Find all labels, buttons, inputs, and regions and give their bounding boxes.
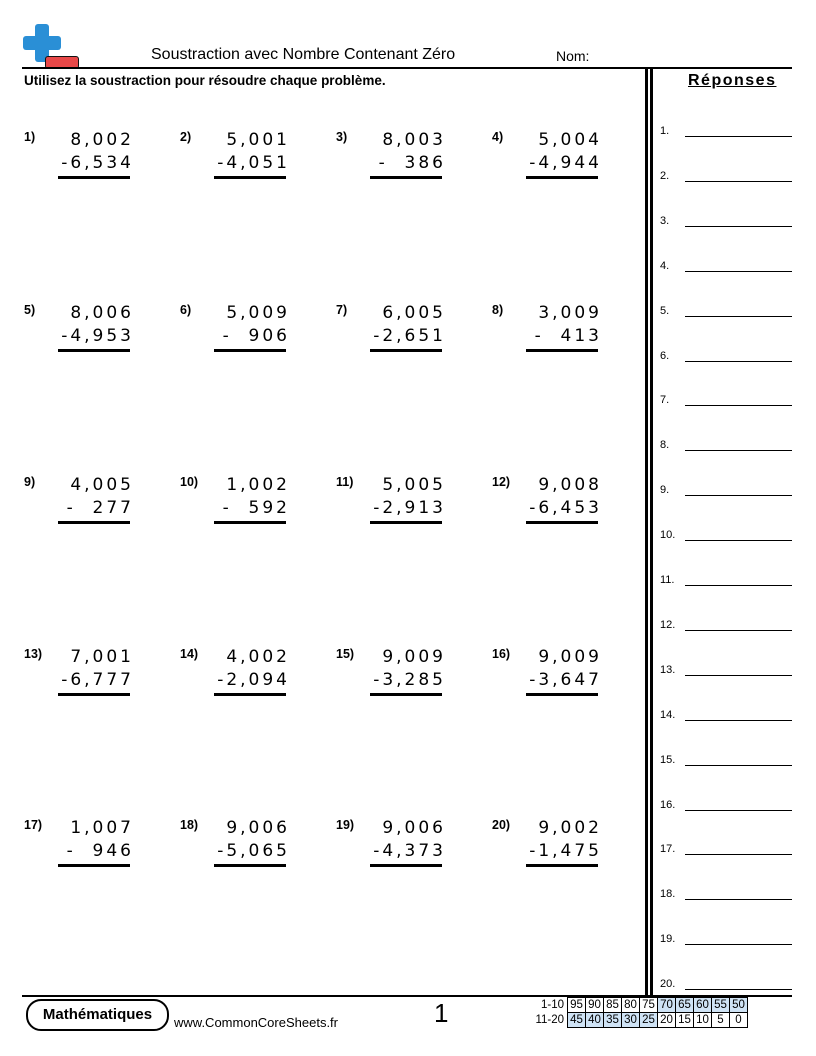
minuend: 6,005 bbox=[382, 303, 446, 323]
answer-number: 12. bbox=[660, 618, 676, 631]
problem-number: 2) bbox=[180, 130, 192, 144]
subtrahend: -6,777 bbox=[61, 670, 134, 690]
problem-number: 18) bbox=[180, 818, 199, 832]
subtrahend: -4,051 bbox=[217, 153, 290, 173]
answer-blank[interactable] bbox=[685, 765, 792, 766]
subtrahend: -6,534 bbox=[61, 153, 134, 173]
subtraction-problem bbox=[24, 303, 134, 363]
worksheet-title: Soustraction avec Nombre Contenant Zéro bbox=[151, 46, 456, 63]
subtrahend: -5,065 bbox=[217, 841, 290, 861]
answer-rule bbox=[370, 521, 442, 524]
answer-number: 4. bbox=[660, 259, 670, 272]
subtrahend: -2,094 bbox=[217, 670, 290, 690]
answer-row bbox=[660, 978, 792, 996]
answer-number: 3. bbox=[660, 214, 670, 227]
subtraction-problem bbox=[492, 475, 602, 535]
subtrahend: -4,373 bbox=[373, 841, 446, 861]
problem-number: 9) bbox=[24, 475, 36, 489]
subtrahend: - 592 bbox=[222, 498, 290, 518]
minuend: 5,004 bbox=[538, 130, 602, 150]
subtrahend: -4,953 bbox=[61, 326, 134, 346]
subtraction-problem bbox=[180, 475, 290, 535]
answer-number: 1. bbox=[660, 125, 670, 137]
score-cell: 90 bbox=[586, 998, 604, 1013]
subtrahend: -4,944 bbox=[529, 153, 602, 173]
subtraction-problem bbox=[336, 130, 446, 190]
answer-blank[interactable] bbox=[685, 989, 792, 990]
minuend: 9,006 bbox=[382, 818, 446, 838]
instructions: Utilisez la soustraction pour résoudre chaque problème. bbox=[24, 73, 386, 88]
answer-number: 13. bbox=[660, 663, 676, 676]
problem-number: 5) bbox=[24, 303, 36, 317]
answer-blank[interactable] bbox=[685, 450, 792, 451]
answer-blank[interactable] bbox=[685, 495, 792, 496]
answer-rule bbox=[526, 176, 598, 179]
minuend: 9,009 bbox=[538, 647, 602, 667]
answer-rule bbox=[214, 176, 286, 179]
answer-row bbox=[660, 170, 792, 188]
answer-row bbox=[660, 394, 792, 412]
brand-badge: Mathématiques bbox=[26, 999, 169, 1031]
answer-rule bbox=[214, 521, 286, 524]
problem-number: 12) bbox=[492, 475, 511, 489]
subtraction-problem bbox=[24, 130, 134, 190]
site-url: www.CommonCoreSheets.fr bbox=[174, 1015, 338, 1030]
answer-number: 7. bbox=[660, 394, 670, 407]
answer-rule bbox=[214, 693, 286, 696]
name-label: Nom: bbox=[556, 48, 590, 64]
minuend: 8,003 bbox=[382, 130, 446, 150]
answer-number: 20. bbox=[660, 978, 676, 991]
score-cell: 20 bbox=[658, 1013, 676, 1028]
answer-number: 11. bbox=[660, 574, 675, 586]
subtrahend: - 386 bbox=[378, 153, 446, 173]
subtrahend: - 946 bbox=[66, 841, 134, 861]
answer-row bbox=[660, 529, 792, 547]
subtraction-problem bbox=[492, 130, 602, 190]
answer-number: 10. bbox=[660, 529, 676, 542]
answer-row bbox=[660, 619, 792, 637]
problem-number: 4) bbox=[492, 130, 504, 144]
column-divider bbox=[645, 67, 648, 996]
problem-number: 13) bbox=[24, 647, 43, 661]
subtraction-problem bbox=[336, 818, 446, 878]
score-cell: 95 bbox=[568, 998, 586, 1013]
answer-number: 6. bbox=[660, 349, 670, 362]
minuend: 9,009 bbox=[382, 647, 446, 667]
subtrahend: -2,651 bbox=[373, 326, 446, 346]
answer-blank[interactable] bbox=[685, 675, 792, 676]
answer-blank[interactable] bbox=[685, 810, 792, 811]
score-cell: 25 bbox=[640, 1013, 658, 1028]
score-cell: 35 bbox=[604, 1013, 622, 1028]
subtraction-problem bbox=[24, 647, 134, 707]
answer-number: 19. bbox=[660, 933, 676, 946]
answer-number: 16. bbox=[660, 798, 676, 811]
subtrahend: -3,647 bbox=[529, 670, 602, 690]
subtraction-problem bbox=[24, 818, 134, 878]
answer-blank[interactable] bbox=[685, 316, 792, 317]
minuend: 9,008 bbox=[538, 475, 602, 495]
score-cell: 15 bbox=[676, 1013, 694, 1028]
answer-row bbox=[660, 933, 792, 951]
page-number: 1 bbox=[434, 998, 449, 1028]
minuend: 4,005 bbox=[70, 475, 134, 495]
subtraction-problem bbox=[180, 303, 290, 363]
header-divider bbox=[22, 67, 792, 69]
answer-row bbox=[660, 215, 792, 233]
problem-number: 19) bbox=[336, 818, 355, 832]
subtrahend: - 906 bbox=[222, 326, 290, 346]
subtraction-problem bbox=[336, 475, 446, 535]
score-cell: 5 bbox=[712, 1013, 730, 1028]
score-table bbox=[531, 997, 748, 1028]
minuend: 1,002 bbox=[226, 475, 290, 495]
score-range-label: 1-10 bbox=[540, 999, 564, 1011]
minuend: 7,001 bbox=[70, 647, 134, 667]
answer-rule bbox=[370, 693, 442, 696]
score-cell: 55 bbox=[712, 998, 730, 1013]
score-cell: 40 bbox=[586, 1013, 604, 1028]
answer-rule bbox=[58, 521, 130, 524]
problem-number: 1) bbox=[24, 130, 36, 144]
minuend: 5,001 bbox=[226, 130, 290, 150]
subtraction-problem bbox=[180, 130, 290, 190]
score-cell: 70 bbox=[658, 998, 676, 1013]
minuend: 8,002 bbox=[70, 130, 134, 150]
score-cell: 60 bbox=[694, 998, 712, 1013]
answer-row bbox=[660, 439, 792, 457]
answer-blank[interactable] bbox=[685, 854, 792, 855]
answer-row bbox=[660, 843, 792, 861]
answer-rule bbox=[58, 349, 130, 352]
answer-rule bbox=[214, 349, 286, 352]
subtrahend: -1,475 bbox=[529, 841, 602, 861]
answer-blank[interactable] bbox=[685, 720, 792, 721]
subtraction-problem bbox=[336, 647, 446, 707]
subtraction-problem bbox=[492, 303, 602, 363]
answer-number: 15. bbox=[660, 753, 676, 766]
answer-number: 18. bbox=[660, 888, 676, 901]
score-cell: 10 bbox=[694, 1013, 712, 1028]
minuend: 1,007 bbox=[70, 818, 134, 838]
answer-row bbox=[660, 305, 792, 323]
answer-rule bbox=[214, 864, 286, 867]
problem-number: 3) bbox=[336, 130, 348, 144]
problem-number: 17) bbox=[24, 818, 43, 832]
problem-number: 7) bbox=[336, 303, 348, 317]
score-row bbox=[531, 1013, 748, 1028]
answer-rule bbox=[58, 176, 130, 179]
minuend: 9,002 bbox=[538, 818, 602, 838]
answer-row bbox=[660, 125, 792, 143]
problem-number: 6) bbox=[180, 303, 192, 317]
answer-blank[interactable] bbox=[685, 899, 792, 900]
score-cell: 45 bbox=[568, 1013, 586, 1028]
answer-number: 17. bbox=[660, 843, 676, 856]
answer-row bbox=[660, 799, 792, 817]
score-cell: 85 bbox=[604, 998, 622, 1013]
subtraction-problem bbox=[180, 647, 290, 707]
problem-number: 16) bbox=[492, 647, 511, 661]
subtrahend: -6,453 bbox=[529, 498, 602, 518]
answer-row bbox=[660, 709, 792, 727]
minuend: 5,005 bbox=[382, 475, 446, 495]
minuend: 4,002 bbox=[226, 647, 290, 667]
subtraction-problem bbox=[492, 818, 602, 878]
answer-rule bbox=[58, 864, 130, 867]
answer-row bbox=[660, 484, 792, 502]
answer-rule bbox=[526, 693, 598, 696]
minuend: 3,009 bbox=[538, 303, 602, 323]
problem-number: 15) bbox=[336, 647, 355, 661]
answer-blank[interactable] bbox=[685, 630, 792, 631]
answer-row bbox=[660, 664, 792, 682]
score-cell: 0 bbox=[730, 1013, 748, 1028]
column-divider bbox=[650, 67, 653, 996]
score-cell: 30 bbox=[622, 1013, 640, 1028]
subtrahend: - 413 bbox=[534, 326, 602, 346]
minuend: 5,009 bbox=[226, 303, 290, 323]
answer-blank[interactable] bbox=[685, 585, 792, 586]
answers-title: Réponses bbox=[688, 72, 777, 89]
problem-number: 10) bbox=[180, 475, 199, 489]
answer-row bbox=[660, 754, 792, 772]
answer-blank[interactable] bbox=[685, 405, 792, 406]
answer-row bbox=[660, 350, 792, 368]
answer-number: 9. bbox=[660, 484, 670, 497]
subtrahend: -3,285 bbox=[373, 670, 446, 690]
subtraction-problem bbox=[24, 475, 134, 535]
answer-rule bbox=[526, 864, 598, 867]
subtraction-problem bbox=[492, 647, 602, 707]
answer-blank[interactable] bbox=[685, 271, 792, 272]
score-row bbox=[531, 998, 748, 1013]
answer-rule bbox=[370, 176, 442, 179]
score-cell: 80 bbox=[622, 998, 640, 1013]
answer-rule bbox=[370, 864, 442, 867]
problem-number: 20) bbox=[492, 818, 511, 832]
score-cell: 50 bbox=[730, 998, 748, 1013]
answer-blank[interactable] bbox=[685, 181, 792, 182]
answer-rule bbox=[370, 349, 442, 352]
answer-number: 5. bbox=[660, 304, 670, 317]
problem-number: 8) bbox=[492, 303, 504, 317]
answer-rule bbox=[526, 349, 598, 352]
answer-rule bbox=[58, 693, 130, 696]
answer-number: 14. bbox=[660, 708, 676, 721]
score-range-label: 11-20 bbox=[535, 1014, 564, 1026]
answer-blank[interactable] bbox=[685, 136, 792, 137]
answer-rule bbox=[526, 521, 598, 524]
answer-number: 8. bbox=[660, 439, 670, 452]
answer-blank[interactable] bbox=[685, 540, 792, 541]
subtrahend: - 277 bbox=[66, 498, 134, 518]
answer-row bbox=[660, 574, 792, 592]
problem-number: 11) bbox=[336, 475, 354, 489]
subtraction-problem bbox=[336, 303, 446, 363]
minuend: 8,006 bbox=[70, 303, 134, 323]
answer-row bbox=[660, 260, 792, 278]
answer-number: 2. bbox=[660, 169, 670, 182]
minuend: 9,006 bbox=[226, 818, 290, 838]
score-cell: 75 bbox=[640, 998, 658, 1013]
subtrahend: -2,913 bbox=[373, 498, 446, 518]
answer-row bbox=[660, 888, 792, 906]
answer-blank[interactable] bbox=[685, 361, 792, 362]
subtraction-problem bbox=[180, 818, 290, 878]
score-cell: 65 bbox=[676, 998, 694, 1013]
problem-number: 14) bbox=[180, 647, 199, 661]
answer-blank[interactable] bbox=[685, 944, 792, 945]
answer-blank[interactable] bbox=[685, 226, 792, 227]
